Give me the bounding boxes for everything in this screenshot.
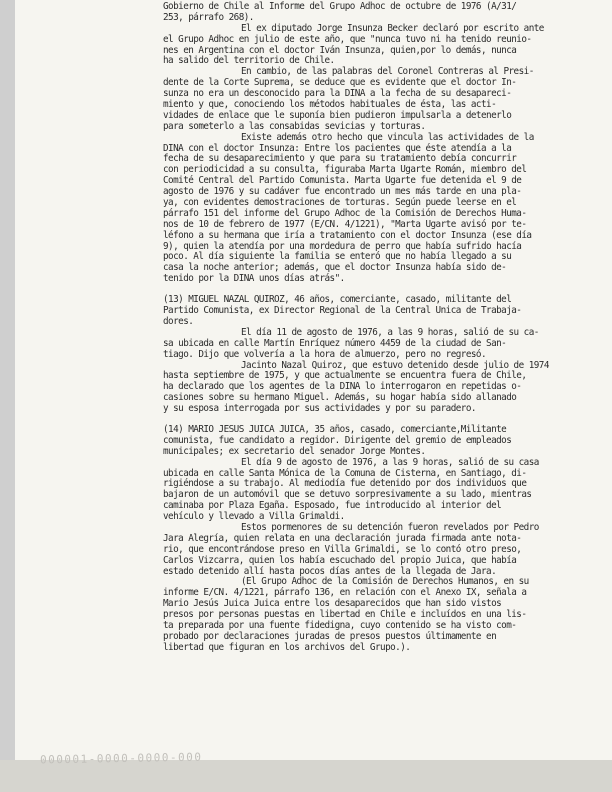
- text-line: hasta septiembre de 1975, y que actualmente se encuentra fuera de Chile,: [163, 370, 527, 382]
- text-line: presos por personas puestas en libertad en Chile e incluídos en una lis-: [163, 609, 527, 621]
- text-line: En cambio, de las palabras del Coronel Contreras al Presi-: [241, 66, 534, 78]
- paragraph-3: [163, 133, 611, 285]
- text-line: nos de 10 de febrero de 1977 (E/CN. 4/1221), "Marta Ugarte avisó por te-: [163, 218, 527, 230]
- text-line: poco. Al día siguiente la familia se enteró que no había llegado a su: [163, 251, 512, 263]
- text-line: (El Grupo Adhoc de la Comisión de Derechos Humanos, en su: [241, 576, 529, 588]
- text-line: el Grupo Adhoc en julio de este año, que "nunca tuvo ni ha tenido reunio-: [163, 33, 532, 45]
- text-line: sunza no era un desconocido para la DINA a la fecha de su desapareci-: [163, 88, 512, 100]
- text-line: Estos pormenores de su detención fueron revelados por Pedro: [241, 521, 539, 533]
- text-line: rigiéndose a su trabajo. Al mediodía fue detenido por dos individuos que: [163, 478, 527, 490]
- paragraph-1: [163, 24, 611, 68]
- text-line: para someterlo a las consabidas sevicias y torturas.: [163, 120, 426, 132]
- text-line: dores.: [163, 315, 194, 327]
- text-line: bajaron de un automóvil que se detuvo sorpresivamente a su lado, mientras: [163, 489, 532, 501]
- text-line: 253, párrafo 268).: [163, 11, 254, 23]
- text-line: estado detenido allí hasta pocos días antes de la llegada de Jara.: [163, 565, 497, 577]
- text-line: dente de la Corte Suprema, se deduce que es evidente que el doctor In-: [163, 77, 517, 89]
- entry-14-heading: [163, 425, 611, 458]
- text-line: casa la noche anterior; además, que el doctor Insunza había sido de-: [163, 262, 507, 274]
- paragraph-9: [163, 523, 611, 577]
- text-line: Jara Alegría, quien relata en una declaración jurada firmada ante nota-: [163, 532, 522, 544]
- text-line: informe E/CN. 4/1221, párrafo 136, en relación con el Anexo IX, señala a: [163, 587, 527, 599]
- text-line: ta preparada por una fuente fidedigna, cuyo contenido se ha visto com-: [163, 619, 517, 631]
- text-line: Jacinto Nazal Quiroz, que estuvo detenido desde julio de 1974: [241, 359, 549, 371]
- paragraph-5: [163, 328, 611, 361]
- text-line: caminaba por Plaza Egaña. Esposado, fue introducido al interior del: [163, 500, 502, 512]
- text-line: El día 11 de agosto de 1976, a las 9 horas, salió de su ca-: [241, 326, 539, 338]
- text-line: fecha de su desaparecimiento y que para su tratamiento debía concurrir: [163, 153, 517, 165]
- text-line: Carlos Vizcarra, quien los había escuchado del propio Juica, que había: [163, 554, 517, 566]
- text-line: léfono a su hermana que iría a tratamiento con el doctor Insunza (ese día: [163, 229, 532, 241]
- text-line: Existe además otro hecho que vincula las actividades de la: [241, 131, 534, 143]
- text-line: ha declarado que los agentes de la DINA lo interrogaron en repetidas o-: [163, 381, 522, 393]
- text-line: 9), quien la atendía por una mordedura de perro que había sufrido hacía: [163, 240, 522, 252]
- paragraph-0: [163, 2, 611, 24]
- archive-stamp: 000001-0000-0000-000: [39, 750, 203, 767]
- text-line: nes en Argentina con el doctor Iván Insunza, quien,por lo demás, nunca: [163, 44, 517, 56]
- text-line: El día 9 de agosto de 1976, a las 9 horas, salió de su casa: [241, 456, 539, 468]
- text-line: Comité Central del Partido Comunista. Marta Ugarte fue detenida el 9 de: [163, 175, 522, 187]
- text-line: probado por declaraciones juradas de presos puestos últimamente en: [163, 630, 497, 642]
- entry-13-heading: [163, 295, 611, 328]
- text-line: ubicada en calle Santa Mónica de la Comuna de Cisterna, en Santiago, di-: [163, 467, 527, 479]
- text-line: comunista, fue candidato a regidor. Dirigente del gremio de empleados: [163, 434, 512, 446]
- document-body: [163, 2, 611, 654]
- text-line: ya, con evidentes demostraciones de torturas. Según puede leerse en el: [163, 197, 517, 209]
- text-line: El ex diputado Jorge Insunza Becker declaró por escrito ante: [241, 22, 544, 34]
- document-page: [15, 0, 612, 760]
- text-line: agosto de 1976 y su cadáver fue encontrado un mes más tarde en una pla-: [163, 186, 522, 198]
- text-line: casiones sobre su hermano Miguel. Además, su hogar había sido allanado: [163, 392, 517, 404]
- text-line: tenido por la DINA unos días atrás".: [163, 273, 345, 285]
- text-line: rio, que encontrándose preso en Villa Grimaldi, se lo contó otro preso,: [163, 543, 522, 555]
- text-line: Partido Comunista, ex Director Regional de la Central Unica de Trabaja-: [163, 305, 522, 317]
- text-line: párrafo 151 del informe del Grupo Adhoc de la Comisión de Derechos Huma-: [163, 207, 527, 219]
- text-line: (13) MIGUEL NAZAL QUIROZ, 46 años, comerciante, casado, militante del: [163, 294, 512, 306]
- text-line: (14) MARIO JESUS JUICA JUICA, 35 años, casado, comerciante,Militante: [163, 423, 507, 435]
- text-line: miento y que, conociendo los métodos habituales de ésta, las acti-: [163, 99, 497, 111]
- text-line: ha salido del territorio de Chile.: [163, 55, 335, 67]
- text-line: con periodicidad a su consulta, figuraba Marta Ugarte Román, miembro del: [163, 164, 527, 176]
- text-line: y su esposa interrogada por sus actividades y por su paradero.: [163, 403, 476, 415]
- text-line: sa ubicada en calle Martín Enríquez número 4459 de la ciudad de San-: [163, 337, 507, 349]
- text-line: vidades de enlace que le suponía bien pudieron impulsarla a detenerlo: [163, 109, 512, 121]
- paragraph-6: [163, 361, 611, 415]
- text-line: vehículo y llevado a Villa Grimaldi.: [163, 511, 345, 523]
- paragraph-10: [163, 577, 611, 653]
- text-line: DINA con el doctor Insunza: Entre los pacientes que éste atendía a la: [163, 142, 512, 154]
- paragraph-8: [163, 458, 611, 523]
- paragraph-2: [163, 67, 611, 132]
- text-line: Gobierno de Chile al Informe del Grupo Adhoc de octubre de 1976 (A/31/: [163, 1, 517, 12]
- text-line: libertad que figuran en los archivos del Grupo.).: [163, 641, 411, 653]
- text-line: Mario Jesús Juica Juica entre los desaparecidos que han sido vistos: [163, 598, 502, 610]
- text-line: municipales; ex secretario del senador Jorge Montes.: [163, 445, 426, 457]
- text-line: tiago. Dijo que volvería a la hora de almuerzo, pero no regresó.: [163, 348, 487, 360]
